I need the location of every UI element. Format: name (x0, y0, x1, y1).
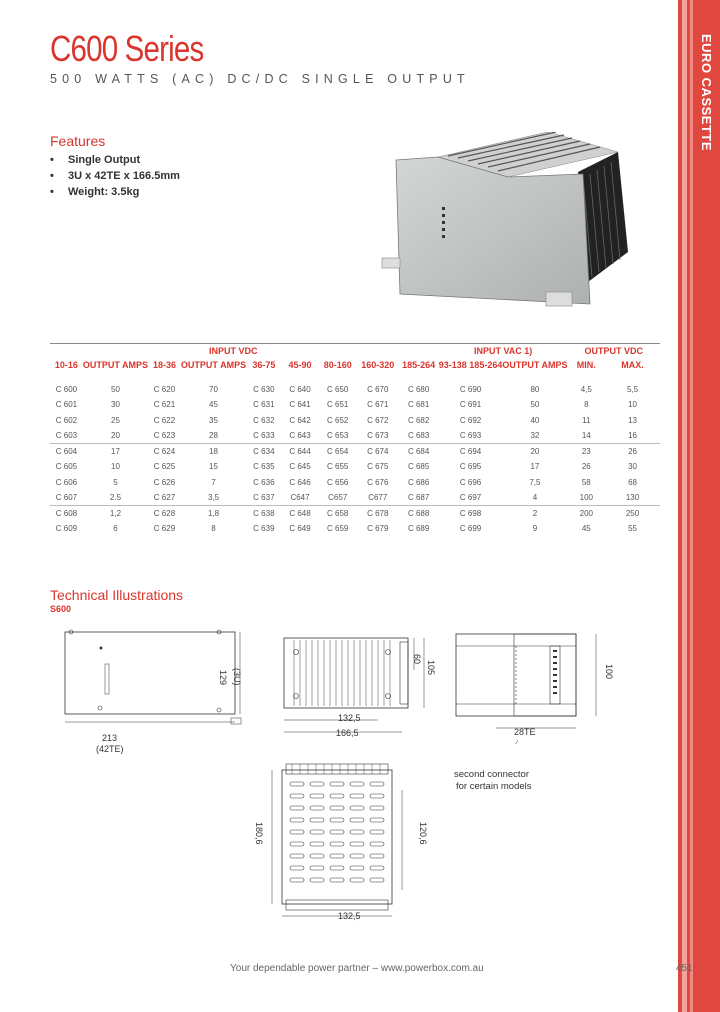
table-cell: 100 (579, 493, 593, 502)
table-cell: C 671 (367, 400, 389, 410)
dim-28te: 28TE (514, 727, 536, 737)
table-cell: C 698 (439, 506, 503, 522)
table-column-header: 10-16 (54, 359, 78, 370)
table-column-header: 160-320 (361, 359, 395, 370)
table-cell: C 605 (55, 462, 78, 472)
table-cell: C 695 (459, 462, 482, 472)
tech-heading: Technical Illustrations (50, 587, 184, 603)
connector-note-line2: for certain models (456, 781, 532, 792)
table-cell: C 675 (367, 462, 389, 472)
table-cell: 45 (581, 524, 591, 534)
table-cell: C 607 (55, 493, 78, 502)
side-label: EURO CASSETTE (699, 34, 714, 152)
table-cell: 50 (530, 400, 540, 410)
tech-subheading: S600 (50, 604, 72, 614)
table-cell: C 680 (407, 384, 430, 394)
table-cell: 13 (628, 415, 637, 425)
table-row (50, 444, 660, 460)
product-photo (378, 132, 638, 322)
table-cell: C 643 (289, 431, 311, 440)
table-group-header-row (50, 344, 660, 358)
table-cell: 20 (111, 431, 120, 440)
table-cell: C 670 (367, 384, 389, 394)
dim-132-5-side: 132,5 (338, 713, 361, 723)
table-row (50, 475, 660, 491)
table-cell: C 600 (55, 384, 78, 394)
table-cell: C 623 (153, 431, 176, 440)
table-group-header: INPUT VAC 1) (439, 344, 568, 358)
side-stripe-thin (690, 0, 693, 1012)
table-cell: C 676 (367, 477, 389, 487)
table-row (50, 506, 660, 522)
table-cell: C 626 (153, 477, 176, 487)
table-cell: C 679 (367, 524, 389, 534)
table-column-header: 80-160 (323, 359, 352, 370)
table-cell: 15 (209, 462, 218, 472)
table-cell: C 693 (459, 431, 482, 440)
table-cell: 4 (532, 493, 538, 502)
table-cell: C 691 (459, 400, 482, 410)
table-cell: C 678 (357, 506, 399, 522)
table-cell: C 653 (327, 431, 349, 440)
table-column-header: MAX. (621, 359, 644, 370)
dim-129: 129 (218, 670, 228, 686)
table-cell: 40 (530, 415, 540, 425)
table-group-header (50, 344, 148, 358)
table-cell: C 651 (327, 400, 349, 410)
table-cell: C 683 (407, 431, 430, 440)
table-cell: C 699 (459, 524, 482, 534)
table-cell: 28 (209, 431, 218, 440)
table-cell: C 624 (148, 444, 181, 460)
table-cell: C 686 (407, 477, 430, 487)
table-cell: C 694 (439, 444, 503, 460)
table-cell: 16 (628, 431, 637, 440)
table-cell: 35 (209, 415, 218, 425)
table-cell: C 652 (327, 415, 349, 425)
rear-view-drawing (448, 624, 618, 744)
table-cell: C 602 (55, 415, 78, 425)
table-row (50, 490, 660, 506)
connector-note-line1: second connector (454, 769, 529, 780)
table-cell: C 627 (153, 493, 176, 502)
table-cell: 6 (113, 524, 118, 534)
table-column-header: 93-138 185-264 (438, 359, 503, 370)
dim-132-5-top: 132,5 (338, 911, 361, 921)
feature-item: • 3U x 42TE x 166.5mm (50, 170, 180, 182)
table-cell: C 603 (55, 431, 78, 440)
dim-3u: (3U) (232, 668, 242, 686)
feature-item: • Weight: 3.5kg (50, 186, 140, 198)
table-cell: 1,8 (181, 506, 246, 522)
table-cell: 58 (581, 477, 591, 487)
table-cell: C 682 (407, 415, 430, 425)
table-row (50, 413, 660, 429)
table-cell: 9 (532, 524, 538, 534)
table-cell: C 673 (367, 431, 389, 440)
table-column-header: 18-36 (152, 359, 176, 370)
table-cell: 3,5 (207, 493, 220, 502)
table-group-header (318, 344, 438, 358)
table-cell: 130 (625, 493, 640, 502)
page-title: C600 Series (50, 28, 204, 69)
table-cell: C 646 (289, 477, 311, 487)
dim-120-6: 120,6 (418, 822, 428, 845)
table-cell: C 687 (407, 493, 430, 502)
table-cell: C 658 (318, 506, 357, 522)
table-cell: 55 (628, 524, 637, 534)
table-cell: 5 (113, 477, 118, 487)
table-cell: 26 (605, 444, 660, 460)
side-view-drawing (278, 630, 428, 740)
table-cell: C 689 (407, 524, 430, 534)
table-cell: 4,5 (580, 384, 592, 394)
dim-213: 213 (102, 733, 118, 743)
table-column-header: 36-75 (252, 359, 276, 370)
table-cell: C 631 (253, 400, 275, 410)
table-column-header: OUTPUT AMPS (180, 359, 247, 370)
table-cell: C 659 (327, 524, 349, 534)
table-cell: C 640 (289, 384, 311, 394)
features-heading: Features (50, 133, 106, 149)
table-cell: C 639 (253, 524, 275, 534)
table-cell: C 690 (459, 384, 482, 394)
table-cell: 7 (211, 477, 216, 487)
table-cell: 14 (581, 431, 591, 440)
table-cell: C 608 (50, 506, 83, 522)
table-cell: 20 (502, 444, 567, 460)
table-cell: C 654 (318, 444, 357, 460)
side-stripe (682, 0, 687, 1012)
table-cell: 5,5 (626, 384, 639, 394)
dim-42te: (42TE) (96, 744, 124, 754)
table-cell: 23 (568, 444, 606, 460)
table-cell: C 638 (246, 506, 282, 522)
side-tab (678, 0, 720, 1012)
table-cell: 17 (83, 444, 148, 460)
table-cell: 2 (502, 506, 567, 522)
table-cell: C 672 (367, 415, 389, 425)
table-cell: C 684 (399, 444, 439, 460)
table-cell: 1,2 (83, 506, 148, 522)
table-cell: C 633 (253, 431, 275, 440)
table-cell: C 630 (253, 384, 275, 394)
table-column-header: 45-90 (288, 359, 312, 370)
footer-tagline: Your dependable power partner – www.powerbox.com.au (230, 963, 484, 974)
table-cell: 18 (181, 444, 246, 460)
table-cell: 50 (111, 384, 120, 394)
table-cell: C 620 (153, 384, 176, 394)
table-cell: C657 (328, 493, 348, 502)
table-cell: 26 (581, 462, 591, 472)
table-cell: C 645 (289, 462, 311, 472)
table-cell: C 641 (289, 400, 311, 410)
table-cell: C 601 (55, 400, 78, 410)
table-cell: 2.5 (109, 493, 122, 502)
table-cell: 25 (111, 415, 120, 425)
table-column-header: OUTPUT AMPS (502, 359, 568, 370)
table-cell: C 674 (357, 444, 399, 460)
features-list (50, 152, 180, 200)
spec-table-body (50, 344, 660, 537)
table-cell: C 629 (153, 524, 176, 534)
table-cell: 45 (209, 400, 218, 410)
table-row (50, 459, 660, 475)
table-cell: C 625 (153, 462, 176, 472)
dim-180-6: 180,6 (254, 822, 264, 845)
table-cell: C647 (290, 493, 310, 502)
dim-60: 60 (412, 654, 422, 665)
table-cell: C 622 (153, 415, 176, 425)
table-row (50, 428, 660, 444)
table-cell: C 692 (459, 415, 482, 425)
table-cell: C 644 (282, 444, 319, 460)
table-cell: 68 (628, 477, 637, 487)
table-row (50, 397, 660, 413)
dim-166-5: 166,5 (336, 728, 359, 738)
table-cell: C 621 (153, 400, 176, 410)
table-row (50, 521, 660, 537)
spec-table (50, 343, 660, 537)
table-row (50, 382, 660, 398)
table-cell: C 628 (148, 506, 181, 522)
table-cell: C 697 (459, 493, 482, 502)
table-column-header: MIN. (576, 359, 596, 370)
table-cell: C 636 (253, 477, 275, 487)
table-cell: C 634 (246, 444, 282, 460)
dim-105: 105 (426, 660, 436, 676)
table-cell: 17 (530, 462, 540, 472)
table-cell: C 604 (50, 444, 83, 460)
table-cell: C 656 (327, 477, 349, 487)
page-number: 451 (676, 963, 693, 974)
table-cell: 10 (628, 400, 637, 410)
table-cell: 8 (584, 400, 589, 410)
table-cell: 30 (628, 462, 637, 472)
table-cell: 30 (111, 400, 120, 410)
table-cell: C 655 (327, 462, 349, 472)
table-cell: 32 (530, 431, 540, 440)
table-cell: C 637 (253, 493, 275, 502)
table-group-header: INPUT VDC (148, 344, 318, 358)
page-subtitle: 500 WATTS (AC) DC/DC SINGLE OUTPUT (50, 72, 470, 86)
table-cell: C 635 (253, 462, 275, 472)
table-cell: 80 (530, 384, 540, 394)
table-cell: C 696 (459, 477, 482, 487)
table-group-header: OUTPUT VDC (568, 344, 660, 358)
table-cell: C 688 (399, 506, 439, 522)
table-cell: C 642 (289, 415, 311, 425)
table-cell: C 648 (282, 506, 319, 522)
table-cell: 11 (582, 415, 591, 425)
table-cell: 10 (111, 462, 120, 472)
table-cell: C 609 (55, 524, 78, 534)
table-cell: C 606 (55, 477, 78, 487)
table-cell: C 650 (327, 384, 349, 394)
table-column-header: OUTPUT AMPS (82, 359, 149, 370)
table-cell: C 685 (407, 462, 430, 472)
table-cell: 70 (209, 384, 218, 394)
table-cell: 8 (211, 524, 216, 534)
table-cell: 200 (568, 506, 606, 522)
table-cell: 250 (605, 506, 660, 522)
table-cell: C 632 (253, 415, 275, 425)
table-cell: C 649 (289, 524, 311, 534)
table-column-header-row (50, 358, 660, 382)
dim-100: 100 (604, 664, 614, 680)
top-view-drawing (268, 760, 418, 920)
table-cell: 7,5 (529, 477, 541, 487)
table-column-header: 185-264 (402, 359, 436, 370)
table-cell: C677 (368, 493, 388, 502)
table-cell: C 681 (407, 400, 430, 410)
feature-item: • Single Output (50, 154, 141, 166)
